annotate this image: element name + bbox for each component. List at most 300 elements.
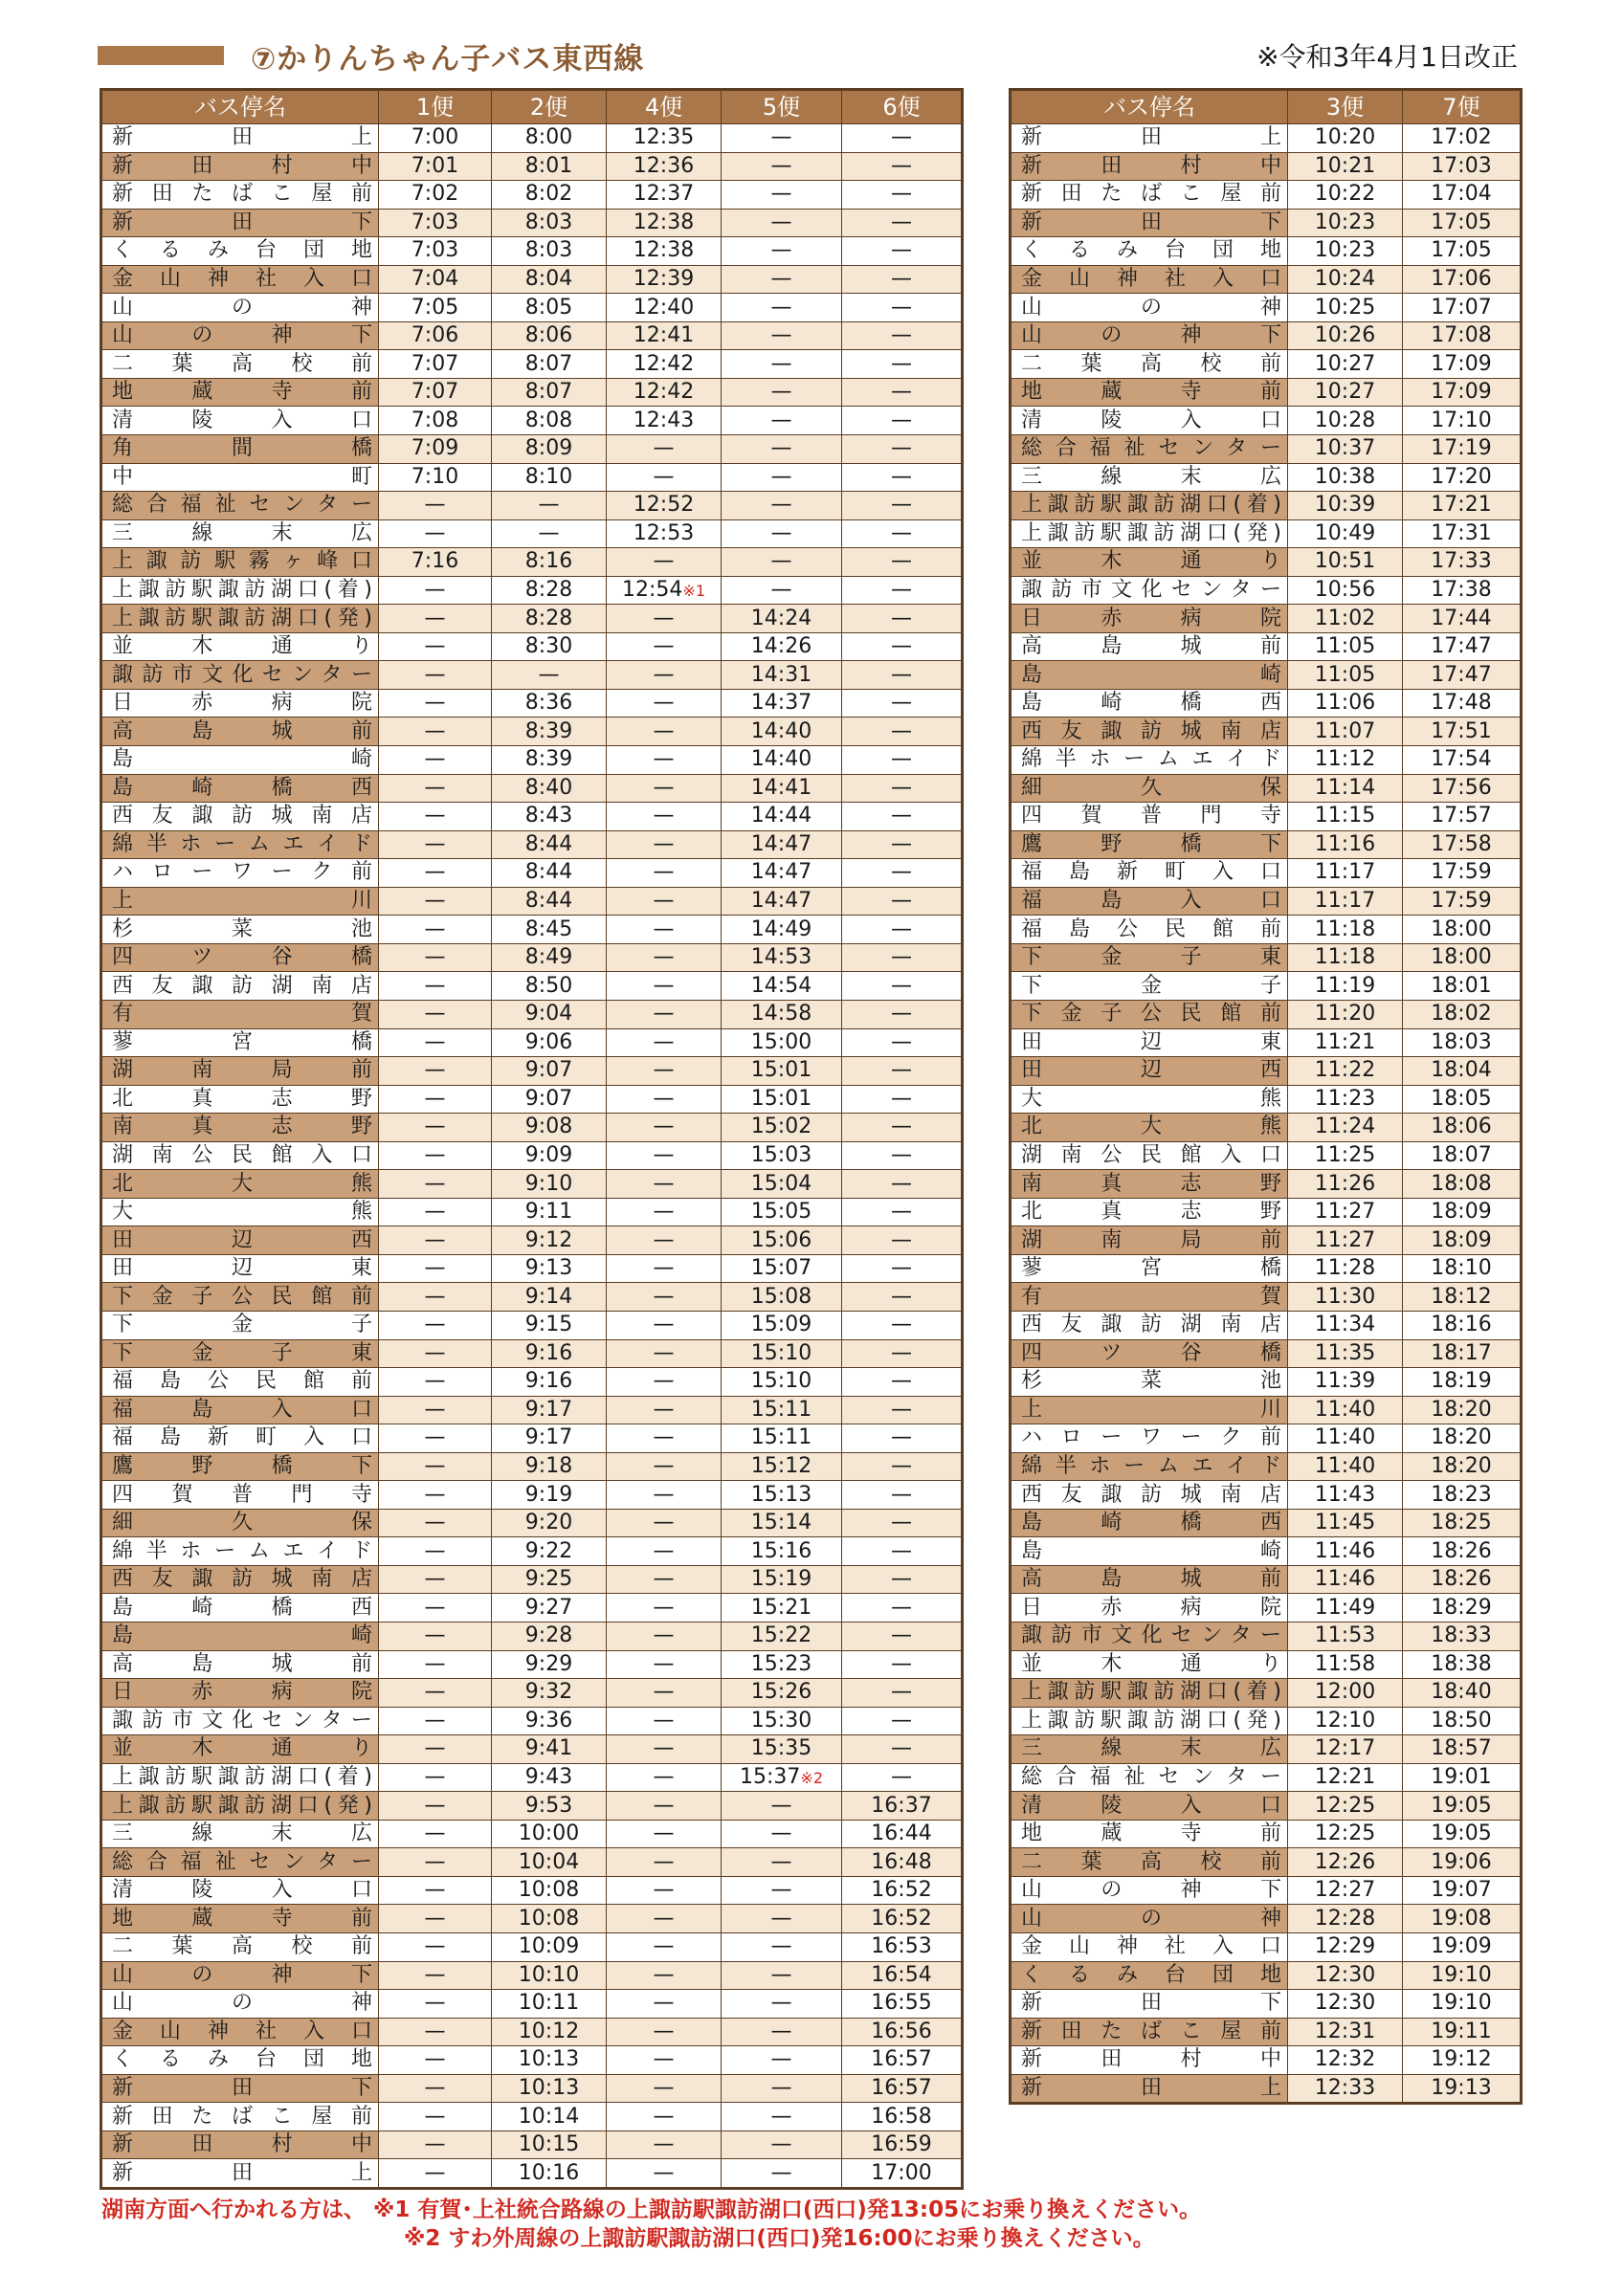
table-row [1011, 887, 1522, 916]
time-cell: 19:06 [1403, 1848, 1522, 1877]
time-cell: 14:40 [722, 718, 842, 746]
time-cell: 10:20 [1288, 124, 1403, 153]
time-cell: — [607, 1396, 722, 1424]
time-cell: 9:11 [492, 1198, 607, 1226]
time-cell: — [379, 1707, 492, 1735]
stop-name-cell: 北大熊 [101, 1170, 379, 1199]
stop-name-cell: 新田たばこ屋前 [1011, 181, 1288, 210]
time-cell: 9:25 [492, 1565, 607, 1594]
time-cell: 14:53 [722, 943, 842, 972]
time-cell: 19:08 [1403, 1905, 1522, 1933]
table-row [1011, 1368, 1522, 1397]
time-cell: — [379, 1000, 492, 1028]
title-accent-bar [98, 46, 224, 65]
time-cell: — [607, 1537, 722, 1566]
stop-name-cell: 新田上 [101, 124, 379, 153]
time-cell: — [722, 209, 842, 237]
time-cell: 11:39 [1288, 1368, 1403, 1397]
time-cell: — [607, 1028, 722, 1057]
stop-name-cell: 地蔵寺前 [101, 378, 379, 407]
time-cell: 8:16 [492, 548, 607, 577]
time-cell: — [722, 1820, 842, 1848]
table-row [1011, 943, 1522, 972]
time-cell: — [842, 350, 963, 379]
time-cell: 17:57 [1403, 803, 1522, 831]
stop-name-cell: 新田村中 [1011, 152, 1288, 181]
stop-name-cell: 地蔵寺前 [101, 1905, 379, 1933]
time-cell: 11:18 [1288, 916, 1403, 944]
time-cell: 18:02 [1403, 1000, 1522, 1028]
time-cell: — [607, 661, 722, 690]
stop-name-cell: 島崎橋西 [101, 1594, 379, 1623]
table-row [101, 2018, 963, 2046]
time-cell: — [607, 859, 722, 888]
time-cell: 8:44 [492, 887, 607, 916]
time-cell: — [842, 265, 963, 294]
time-cell: 8:43 [492, 803, 607, 831]
time-cell: 18:09 [1403, 1198, 1522, 1226]
time-cell: 7:04 [379, 265, 492, 294]
time-cell: 18:17 [1403, 1339, 1522, 1368]
time-cell: 10:27 [1288, 350, 1403, 379]
stop-name-cell: 福島新町入口 [101, 1424, 379, 1453]
stop-name-cell: 新田上 [101, 2159, 379, 2189]
table-row [1011, 1707, 1522, 1735]
stop-name-cell: 西友諏訪城南店 [101, 1565, 379, 1594]
stop-name-cell: 島崎橋西 [1011, 1509, 1288, 1537]
time-cell: 14:54 [722, 972, 842, 1001]
table-row [101, 718, 963, 746]
time-cell: — [607, 548, 722, 577]
time-cell: 9:04 [492, 1000, 607, 1028]
time-cell: 7:03 [379, 209, 492, 237]
time-cell: — [607, 689, 722, 718]
stop-name-cell: 新田たばこ屋前 [1011, 2018, 1288, 2046]
stop-name-cell: 山の神 [101, 294, 379, 322]
table-row [101, 209, 963, 237]
time-cell: 10:27 [1288, 378, 1403, 407]
table-row [1011, 1650, 1522, 1679]
time-cell: — [379, 916, 492, 944]
stop-name-cell: 南真志野 [101, 1114, 379, 1142]
time-cell: — [722, 435, 842, 464]
time-cell: 11:27 [1288, 1226, 1403, 1255]
time-cell: 14:47 [722, 859, 842, 888]
time-cell: — [379, 1763, 492, 1792]
time-cell: 14:47 [722, 887, 842, 916]
time-cell: 18:03 [1403, 1028, 1522, 1057]
column-header-trip: 3便 [1288, 90, 1403, 124]
table-row [1011, 1170, 1522, 1199]
time-cell: 8:01 [492, 152, 607, 181]
time-cell: — [607, 972, 722, 1001]
time-cell: — [842, 1650, 963, 1679]
time-cell: 16:57 [842, 2046, 963, 2075]
time-cell: 14:31 [722, 661, 842, 690]
time-cell: 9:18 [492, 1452, 607, 1481]
time-cell: 18:50 [1403, 1707, 1522, 1735]
table-row [1011, 1226, 1522, 1255]
stop-name-cell: 山の神 [1011, 294, 1288, 322]
stop-name-cell: くるみ台団地 [101, 2046, 379, 2075]
stop-name-cell: 上諏訪駅霧ヶ峰口 [101, 548, 379, 577]
stop-name-cell: 金山神社入口 [101, 2018, 379, 2046]
table-row [101, 265, 963, 294]
time-cell: — [607, 718, 722, 746]
table-row [101, 943, 963, 972]
time-cell: — [379, 718, 492, 746]
time-cell: 18:04 [1403, 1057, 1522, 1086]
table-row [1011, 1622, 1522, 1650]
time-cell: 11:05 [1288, 632, 1403, 661]
time-cell: 15:35 [722, 1735, 842, 1764]
time-cell: 18:38 [1403, 1650, 1522, 1679]
table-row [101, 294, 963, 322]
stop-name-cell: 新田下 [1011, 1990, 1288, 2019]
table-row [1011, 294, 1522, 322]
time-cell: 15:00 [722, 1028, 842, 1057]
time-cell: — [722, 407, 842, 435]
stop-name-cell: くるみ台団地 [1011, 1961, 1288, 1990]
table-row [1011, 435, 1522, 464]
time-cell: 10:51 [1288, 548, 1403, 577]
time-cell: 11:40 [1288, 1452, 1403, 1481]
time-cell: 7:00 [379, 124, 492, 153]
time-cell: 8:03 [492, 209, 607, 237]
table-row [101, 1170, 963, 1199]
stop-name-cell: 湖南公民館入口 [1011, 1141, 1288, 1170]
time-cell: 17:54 [1403, 746, 1522, 775]
table-row [1011, 2074, 1522, 2104]
time-cell: 11:16 [1288, 830, 1403, 859]
time-cell: — [379, 1114, 492, 1142]
table-row [1011, 181, 1522, 210]
stop-name-cell: 福島入口 [1011, 887, 1288, 916]
time-cell: 8:03 [492, 237, 607, 266]
time-cell: 7:01 [379, 152, 492, 181]
time-cell: — [722, 576, 842, 605]
time-cell: — [379, 689, 492, 718]
table-row [101, 1537, 963, 1566]
time-cell: — [379, 943, 492, 972]
time-cell: 10:08 [492, 1876, 607, 1905]
timetable-return [1009, 88, 1523, 2105]
time-cell: 11:35 [1288, 1339, 1403, 1368]
time-cell: 11:40 [1288, 1396, 1403, 1424]
time-cell: 19:01 [1403, 1763, 1522, 1792]
time-cell: 15:10 [722, 1368, 842, 1397]
time-cell: 15:05 [722, 1198, 842, 1226]
time-cell: — [842, 378, 963, 407]
table-row [101, 1594, 963, 1623]
time-cell: 17:04 [1403, 181, 1522, 210]
time-cell: — [722, 124, 842, 153]
time-cell: — [379, 1481, 492, 1510]
time-cell: 11:58 [1288, 1650, 1403, 1679]
time-cell: 11:46 [1288, 1565, 1403, 1594]
time-cell: 14:44 [722, 803, 842, 831]
stop-name-cell: 総合福祉センター [101, 1848, 379, 1877]
time-cell: — [842, 632, 963, 661]
table-row [101, 2130, 963, 2159]
table-row [101, 1339, 963, 1368]
table-row [101, 1905, 963, 1933]
time-cell: 8:09 [492, 435, 607, 464]
column-header-trip: 2便 [492, 90, 607, 124]
time-cell: 11:45 [1288, 1509, 1403, 1537]
time-cell: 14:41 [722, 774, 842, 803]
table-row [101, 1226, 963, 1255]
stop-name-cell: 島崎 [1011, 661, 1288, 690]
table-row [101, 1000, 963, 1028]
time-cell: 9:06 [492, 1028, 607, 1057]
time-cell: — [379, 803, 492, 831]
time-cell: — [607, 1254, 722, 1283]
time-cell: — [722, 1990, 842, 2019]
time-cell: 9:14 [492, 1283, 607, 1312]
time-cell: 10:04 [492, 1848, 607, 1877]
stop-name-cell: 四賀普門寺 [1011, 803, 1288, 831]
time-cell: 15:01 [722, 1057, 842, 1086]
table-row [101, 435, 963, 464]
table-row [1011, 1028, 1522, 1057]
time-cell: 16:55 [842, 1990, 963, 2019]
time-cell: 7:07 [379, 350, 492, 379]
time-cell: 11:24 [1288, 1114, 1403, 1142]
time-cell: 18:25 [1403, 1509, 1522, 1537]
time-cell: — [842, 1254, 963, 1283]
time-cell: 8:28 [492, 605, 607, 633]
time-cell: 11:49 [1288, 1594, 1403, 1623]
time-cell: 10:56 [1288, 576, 1403, 605]
time-cell: 17:09 [1403, 378, 1522, 407]
time-cell: — [379, 1905, 492, 1933]
stop-name-cell: 綿半ホームエイド [101, 830, 379, 859]
table-row [1011, 830, 1522, 859]
stop-name-cell: 新田村中 [101, 152, 379, 181]
stop-name-cell: ハローワーク前 [1011, 1424, 1288, 1453]
time-cell: 9:43 [492, 1763, 607, 1792]
time-cell: 9:53 [492, 1792, 607, 1821]
table-row [1011, 1792, 1522, 1821]
stop-name-cell: 三線末広 [1011, 463, 1288, 492]
stop-name-cell: 山の神 [101, 1990, 379, 2019]
table-row [101, 1396, 963, 1424]
stop-name-cell: 金山神社入口 [1011, 1933, 1288, 1962]
time-cell: 10:16 [492, 2159, 607, 2189]
time-cell: — [842, 689, 963, 718]
time-cell: 10:25 [1288, 294, 1403, 322]
time-cell: 10:08 [492, 1905, 607, 1933]
stop-name-cell: 並木通り [1011, 1650, 1288, 1679]
stop-name-cell: 諏訪市文化センター [1011, 576, 1288, 605]
time-cell: 16:52 [842, 1876, 963, 1905]
time-cell: — [379, 1820, 492, 1848]
time-cell: 12:33 [1288, 2074, 1403, 2104]
time-cell: 19:05 [1403, 1820, 1522, 1848]
time-cell: 15:03 [722, 1141, 842, 1170]
time-cell: — [842, 943, 963, 972]
table-row [1011, 1452, 1522, 1481]
time-cell: — [842, 294, 963, 322]
time-cell: — [842, 1622, 963, 1650]
timetable-body [101, 124, 963, 2189]
time-cell: — [379, 519, 492, 548]
time-cell: 17:58 [1403, 830, 1522, 859]
timetable-body [1011, 124, 1522, 2104]
time-cell: 16:48 [842, 1848, 963, 1877]
time-cell: 18:01 [1403, 972, 1522, 1001]
time-cell: — [842, 1198, 963, 1226]
time-cell: 19:09 [1403, 1933, 1522, 1962]
time-cell: 11:25 [1288, 1141, 1403, 1170]
time-cell: — [379, 1339, 492, 1368]
stop-name-cell: 有賀 [1011, 1283, 1288, 1312]
time-cell: — [379, 887, 492, 916]
time-cell: 11:46 [1288, 1537, 1403, 1566]
time-cell: 17:03 [1403, 152, 1522, 181]
time-cell: — [722, 492, 842, 520]
stop-name-cell: 蓼宮橋 [1011, 1254, 1288, 1283]
time-cell: 10:23 [1288, 237, 1403, 266]
time-cell: 11:28 [1288, 1254, 1403, 1283]
time-cell: 7:10 [379, 463, 492, 492]
table-row [101, 746, 963, 775]
table-row [1011, 1961, 1522, 1990]
time-cell: — [379, 661, 492, 690]
table-row [1011, 2046, 1522, 2075]
stop-name-cell: 角間橋 [101, 435, 379, 464]
time-cell: 11:20 [1288, 1000, 1403, 1028]
time-cell: 14:58 [722, 1000, 842, 1028]
time-cell: — [842, 576, 963, 605]
revision-note: ※令和3年4月1日改正 [1256, 41, 1518, 73]
stop-name-cell: 山の神下 [101, 1961, 379, 1990]
time-cell: — [842, 1452, 963, 1481]
table-row [1011, 152, 1522, 181]
time-cell: — [607, 2046, 722, 2075]
stop-name-cell: 綿半ホームエイド [1011, 1452, 1288, 1481]
table-row [1011, 916, 1522, 944]
time-cell: 12:38 [607, 237, 722, 266]
time-cell: 11:07 [1288, 718, 1403, 746]
time-cell: — [379, 1990, 492, 2019]
time-cell: 8:07 [492, 378, 607, 407]
time-cell: 10:00 [492, 1820, 607, 1848]
stop-name-cell: 清陵入口 [101, 407, 379, 435]
time-cell: 15:02 [722, 1114, 842, 1142]
stop-name-cell: 湖南局前 [101, 1057, 379, 1086]
time-cell: 8:30 [492, 632, 607, 661]
page-title: ⑦かりんちゃん子バス東西線 [251, 42, 645, 77]
table-row [1011, 1679, 1522, 1708]
time-cell: — [607, 1990, 722, 2019]
time-cell: 12:37 [607, 181, 722, 210]
table-row [101, 689, 963, 718]
time-cell: — [492, 519, 607, 548]
time-cell: 14:40 [722, 746, 842, 775]
time-cell: — [607, 2130, 722, 2159]
time-cell: 10:10 [492, 1961, 607, 1990]
table-row [1011, 1057, 1522, 1086]
time-cell: — [379, 632, 492, 661]
time-cell: 8:07 [492, 350, 607, 379]
stop-name-cell: 並木通り [1011, 548, 1288, 577]
time-cell: 9:17 [492, 1424, 607, 1453]
table-row [101, 1707, 963, 1735]
time-cell: 10:13 [492, 2074, 607, 2103]
time-cell: 12:42 [607, 378, 722, 407]
time-cell: 8:44 [492, 830, 607, 859]
time-cell: 8:45 [492, 916, 607, 944]
time-cell: 12:35 [607, 124, 722, 153]
time-cell: — [842, 605, 963, 633]
time-cell: 7:02 [379, 181, 492, 210]
time-cell: 8:00 [492, 124, 607, 153]
stop-name-cell: 新田上 [1011, 124, 1288, 153]
time-cell: 17:44 [1403, 605, 1522, 633]
time-cell: 8:06 [492, 321, 607, 350]
time-cell: 9:12 [492, 1226, 607, 1255]
time-cell: 15:09 [722, 1311, 842, 1339]
time-cell: — [379, 1565, 492, 1594]
time-cell: — [607, 1368, 722, 1397]
time-cell: 12:25 [1288, 1820, 1403, 1848]
time-cell: 9:29 [492, 1650, 607, 1679]
time-cell: — [842, 1141, 963, 1170]
time-cell: — [842, 859, 963, 888]
time-cell: — [842, 1396, 963, 1424]
time-cell: 18:12 [1403, 1283, 1522, 1312]
time-cell: — [607, 1905, 722, 1933]
time-cell: 16:54 [842, 1961, 963, 1990]
time-cell: 10:09 [492, 1933, 607, 1962]
time-cell: — [379, 1057, 492, 1086]
table-row [1011, 124, 1522, 153]
time-cell: 17:09 [1403, 350, 1522, 379]
table-row [1011, 859, 1522, 888]
table-row [1011, 321, 1522, 350]
stop-name-cell: 福島入口 [101, 1396, 379, 1424]
time-cell: 8:36 [492, 689, 607, 718]
time-cell: — [842, 237, 963, 266]
stop-name-cell: 鷹野橋下 [1011, 830, 1288, 859]
time-cell: — [379, 2074, 492, 2103]
stop-name-cell: 新田下 [101, 209, 379, 237]
stop-name-cell: 四賀普門寺 [101, 1481, 379, 1510]
stop-name-cell: 金山神社入口 [1011, 265, 1288, 294]
table-row [101, 1622, 963, 1650]
time-cell: — [722, 294, 842, 322]
stop-name-cell: 地蔵寺前 [1011, 1820, 1288, 1848]
table-row [1011, 1198, 1522, 1226]
time-cell: 11:17 [1288, 859, 1403, 888]
time-cell: 11:12 [1288, 746, 1403, 775]
time-cell: — [722, 1876, 842, 1905]
table-row [1011, 1876, 1522, 1905]
time-cell: — [379, 1650, 492, 1679]
time-cell: — [842, 1283, 963, 1312]
time-cell: 12:31 [1288, 2018, 1403, 2046]
time-cell: — [842, 492, 963, 520]
time-cell: 7:06 [379, 321, 492, 350]
time-cell: — [379, 1876, 492, 1905]
time-cell: 15:14 [722, 1509, 842, 1537]
time-cell: 18:23 [1403, 1481, 1522, 1510]
time-cell: — [379, 972, 492, 1001]
time-cell: 18:00 [1403, 943, 1522, 972]
table-row [101, 1481, 963, 1510]
